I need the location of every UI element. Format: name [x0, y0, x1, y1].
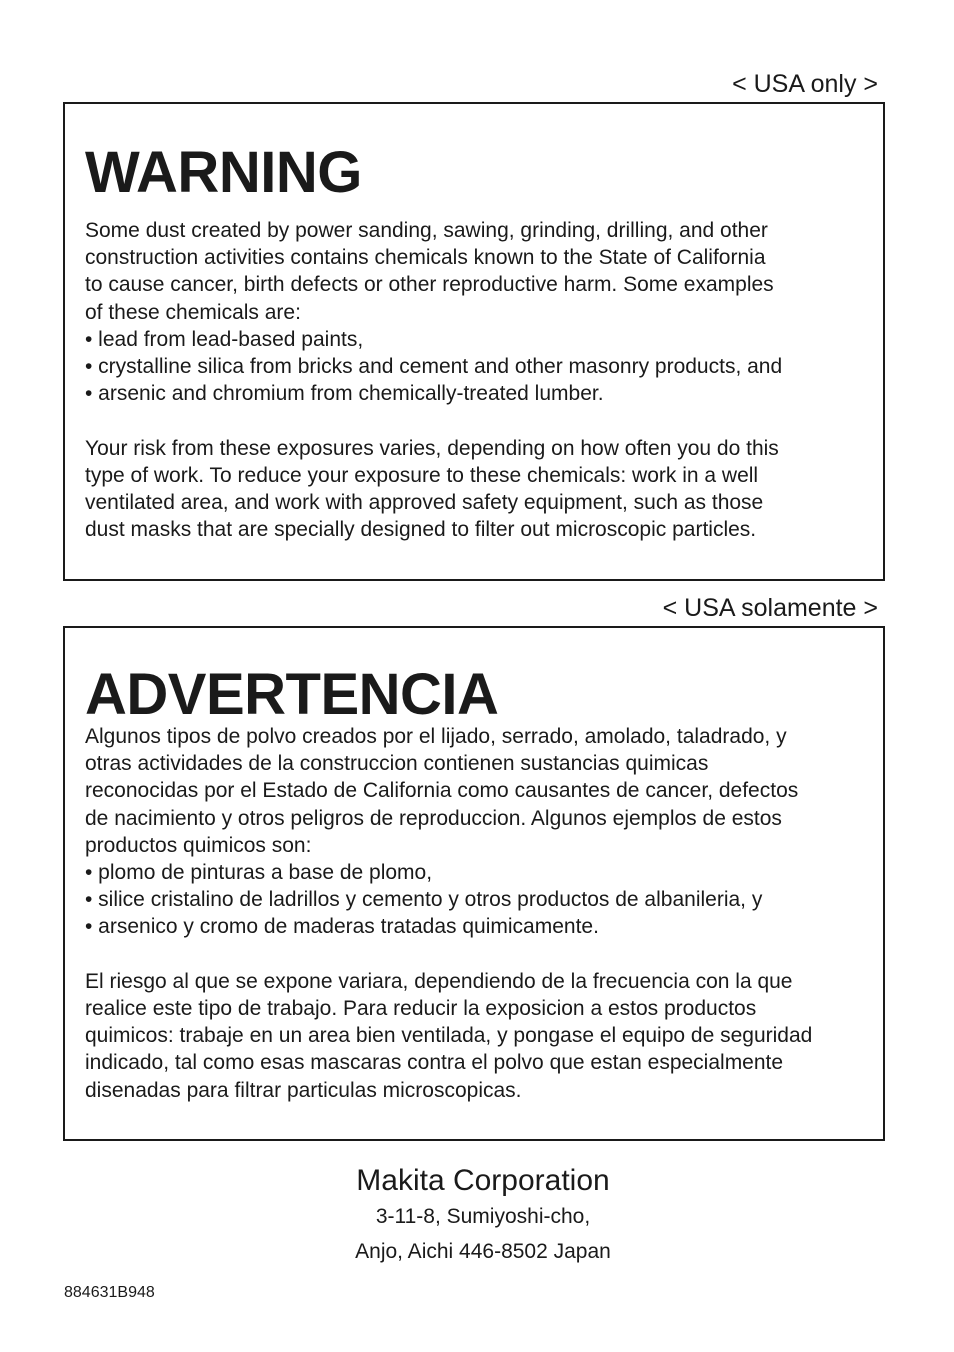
advertencia-title: ADVERTENCIA: [85, 662, 499, 727]
warning-body: [85, 217, 873, 543]
text-line: Your risk from these exposures varies, depending on how often you do this: [85, 436, 779, 460]
text-line: indicado, tal como esas mascaras contra el polvo que estan especialmente: [85, 1051, 784, 1075]
text-line: construction activities contains chemicals known to the State of California: [85, 246, 766, 270]
paragraph-spacer: [85, 941, 873, 968]
advertencia-body: [85, 723, 873, 1104]
warning-paragraph-1: [85, 217, 873, 407]
document-number: 884631B948: [64, 1284, 155, 1301]
list-item: • crystalline silica from bricks and cement and other masonry products, and: [85, 355, 783, 379]
text-line: quimicos: trabaje en un area bien ventilada, y pongase el equipo de seguridad: [85, 1024, 813, 1048]
text-line: ventilated area, and work with approved safety equipment, such as those: [85, 491, 764, 515]
list-item: • arsenic and chromium from chemically-treated lumber.: [85, 382, 604, 406]
text-line: reconocidas por el Estado de California como causantes de cancer, defectos: [85, 779, 799, 803]
text-line: type of work. To reduce your exposure to these chemicals: work in a well: [85, 463, 759, 487]
list-item: • arsenico y cromo de maderas tratadas quimicamente.: [85, 915, 599, 939]
warning-title: WARNING: [85, 140, 362, 205]
list-item: • lead from lead-based paints,: [85, 327, 364, 351]
paragraph-spacer: [85, 407, 873, 434]
region-label-usa-only: < USA only >: [732, 70, 878, 98]
text-line: dust masks that are specially designed to filter out microscopic particles.: [85, 518, 757, 542]
region-label-usa-solamente: < USA solamente >: [662, 594, 878, 622]
advertencia-paragraph-1: [85, 723, 873, 941]
text-line: Algunos tipos de polvo creados por el lijado, serrado, amolado, taladrado, y: [85, 725, 787, 748]
text-line: Some dust created by power sanding, sawing, grinding, drilling, and other: [85, 219, 768, 242]
text-line: de nacimiento y otros peligros de reproduccion. Algunos ejemplos de estos: [85, 806, 782, 830]
text-line: El riesgo al que se expone variara, dependiendo de la frecuencia con la que: [85, 969, 793, 993]
text-line: of these chemicals are:: [85, 300, 301, 324]
text-line: productos quimicos son:: [85, 833, 312, 857]
text-line: realice este tipo de trabajo. Para reducir la exposicion a estos productos: [85, 997, 757, 1021]
list-item: • silice cristalino de ladrillos y cemento y otros productos de albanileria, y: [85, 888, 763, 912]
address-line-1: 3-11-8, Sumiyoshi-cho,: [375, 1205, 591, 1228]
warning-paragraph-2: [85, 435, 873, 544]
company-name: Makita Corporation: [356, 1164, 610, 1197]
warning-box: [63, 102, 885, 581]
address-line-2: Anjo, Aichi 446-8502 Japan: [355, 1240, 611, 1263]
advertencia-paragraph-2: [85, 968, 873, 1104]
text-line: to cause cancer, birth defects or other reproductive harm. Some examples: [85, 273, 774, 297]
list-item: • plomo de pinturas a base de plomo,: [85, 861, 433, 885]
text-line: disenadas para filtrar particulas microscopicas.: [85, 1078, 522, 1102]
text-line: otras actividades de la construccion contienen sustancias quimicas: [85, 752, 709, 776]
advertencia-box: [63, 626, 885, 1141]
